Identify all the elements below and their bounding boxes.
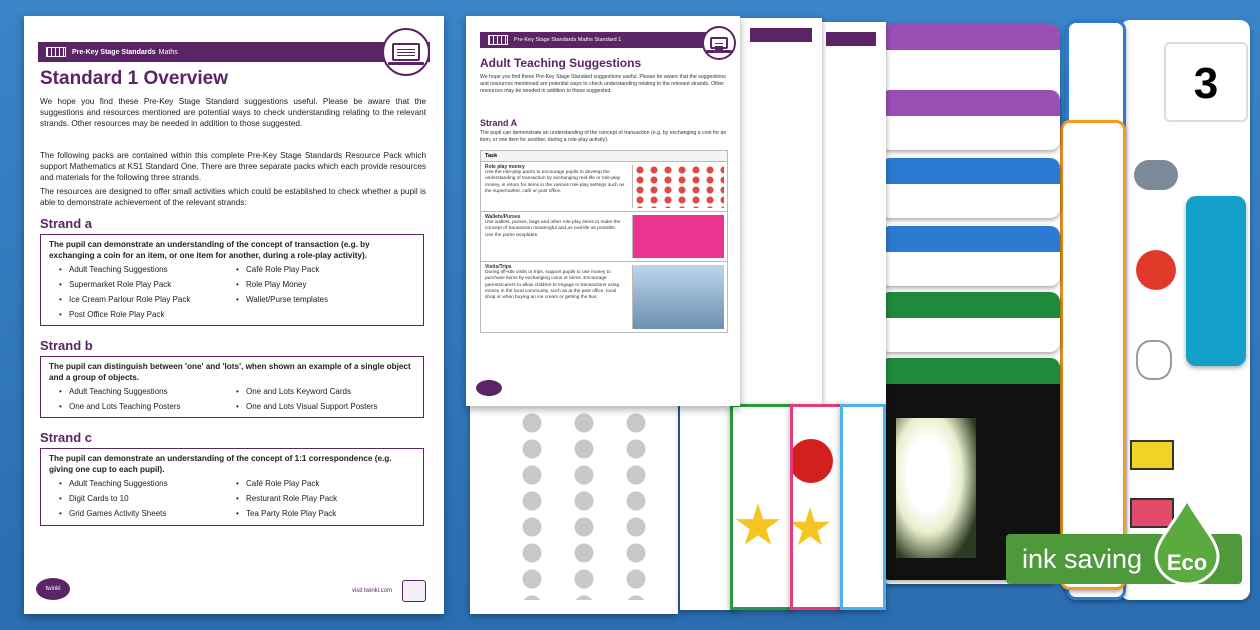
- star-icon-2: [790, 507, 831, 549]
- strand-a-box: [40, 234, 424, 326]
- card-blue-b: [880, 226, 1060, 286]
- adult-doc-strand-text: The pupil can demonstrate an understanding of the concept of transaction (e.g. by exchanging a coin for an item, or one item for another, during a role-play activity).: [480, 130, 727, 143]
- resources-paragraph: The resources are designed to offer small activities which could be established to check whether a pupil is able to demonstrate achievement of the relevant strands:: [40, 187, 426, 207]
- task-title: Role play money: [485, 164, 525, 170]
- strand-c-heading: Strand c: [40, 430, 93, 445]
- list-item: • One and Lots Keyword Cards: [246, 387, 415, 396]
- eco-drop-icon: [1152, 498, 1222, 584]
- eco-label: Eco: [1166, 550, 1208, 575]
- task-text: Use wallets, purses, bags and other role-play items to make the concept of transaction meaningful and as real-life as possible. Use the purse templates.: [485, 220, 621, 238]
- footer-url: visit twinkl.com: [351, 588, 392, 594]
- adult-doc-intro: We hope you find these Pre-Key Stage Standard suggestions useful. Please be aware that the suggestions and resources mentioned are potential ways to check understanding relating to the relevant strands. Other resources may be needed in addition to those suggested.: [480, 74, 726, 94]
- adult-teaching-doc: [466, 16, 740, 406]
- packs-paragraph: The following packs are contained within this complete Pre-Key Stage Standards Resource Pack which support Mathematics at KS1 Standard One. There are three separate packs which each provide resources and materials for the following three strands.: [40, 151, 426, 182]
- back-page-3: [816, 22, 886, 404]
- strand-b-heading: Strand b: [40, 338, 93, 353]
- ink-saving-text: ink saving: [1022, 544, 1143, 574]
- card-purple-2: [880, 90, 1060, 150]
- list-item: • Digit Cards to 10: [69, 494, 238, 503]
- laptop-icon: [382, 28, 430, 76]
- list-item: • Post Office Role Play Pack: [69, 310, 238, 319]
- adult-doc-header: [480, 32, 726, 48]
- adult-doc-header-text: Pre-Key Stage Standards Maths Standard 1: [514, 37, 622, 43]
- red-circle-icon: [790, 439, 833, 483]
- train-carriage-icon: [1130, 440, 1174, 470]
- number-card-digit: 3: [1193, 59, 1219, 108]
- coin-sheet: [470, 400, 678, 614]
- list-item: • Café Role Play Pack: [246, 479, 415, 488]
- footer-badge-icon: [402, 580, 426, 602]
- adult-doc-title: Adult Teaching Suggestions: [480, 56, 642, 70]
- list-item: • One and Lots Visual Support Posters: [246, 402, 415, 411]
- list-item: • Resturant Role Play Pack: [246, 494, 415, 503]
- poster-sheet-1: [680, 404, 736, 610]
- task-text: During off-site visits or trips, support pupils to use money to purchase items by exchanging coins or items. Encourage parents/carers to allow children to engage in transactions using money in the local community, such as at the post office, local shop or when buying an ice cream or getting the bus.: [485, 270, 620, 301]
- list-item: • Role Play Money: [246, 280, 415, 289]
- strand-a-heading: Strand a: [40, 216, 93, 231]
- list-item: • Supermarket Role Play Pack: [69, 280, 238, 289]
- twinkl-inclusion-logo: twinkl inclusion: [36, 578, 70, 600]
- strand-c-list: [49, 479, 415, 518]
- coin-grid: [506, 410, 656, 600]
- list-item: • Adult Teaching Suggestions: [69, 479, 238, 488]
- card-teal: [1186, 196, 1246, 366]
- card-blue-a: [880, 158, 1060, 218]
- adult-doc-logo: [476, 380, 502, 396]
- rabbit-icon: [1136, 340, 1172, 380]
- strand-c-box: [40, 448, 424, 526]
- list-item: • Adult Teaching Suggestions: [69, 265, 238, 274]
- list-item: • Café Role Play Pack: [246, 265, 415, 274]
- task-title: Visits/Trips: [485, 264, 512, 270]
- strand-b-statement: The pupil can distinguish between 'one' and 'lots', when shown an example of a single object and a group of objects.: [49, 362, 411, 382]
- number-card: [1164, 42, 1248, 122]
- standard-overview-doc: [24, 16, 444, 614]
- task-table: [480, 150, 728, 333]
- strand-a-statement: The pupil can demonstrate an understanding of the concept of transaction (e.g. by exchanging a coin for an item, or one item for another, during a role-play activity).: [49, 240, 370, 260]
- strand-a-list: [49, 265, 415, 319]
- list-item: • Grid Games Activity Sheets: [69, 509, 238, 518]
- card-orange: [1060, 120, 1126, 590]
- task-text: Use the role-play packs to encourage pupils to develop the understanding of transaction by exchanging real-life or role-play money, in return for items in the various role-play settings such as the supermarket, café or post office.: [485, 170, 625, 194]
- list-item: • Tea Party Role Play Pack: [246, 509, 415, 518]
- list-item: • Adult Teaching Suggestions: [69, 387, 238, 396]
- strand-b-box: [40, 356, 424, 418]
- back-page-2: [740, 18, 822, 404]
- strand-c-statement: The pupil can demonstrate an understanding of the concept of 1:1 correspondence (e.g. giving one cup to each pupil).: [49, 454, 392, 474]
- main-doc-header: [38, 42, 430, 62]
- task-title: Wallets/Purses: [485, 214, 521, 220]
- header-subject: Maths: [158, 48, 178, 56]
- adult-doc-strand-heading: Strand A: [480, 118, 518, 128]
- star-card: [730, 404, 794, 610]
- header-prefix: Pre-Key Stage Standards: [72, 48, 156, 56]
- card-green-a: [880, 292, 1060, 352]
- star-card-2: [790, 404, 844, 610]
- abacus-icon: [46, 47, 66, 57]
- sad-face-icon: [1136, 250, 1176, 290]
- bus-trip-image: [632, 265, 724, 329]
- abacus-icon: [488, 35, 508, 45]
- list-item: • One and Lots Teaching Posters: [69, 402, 238, 411]
- list-item: • Ice Cream Parlour Role Play Pack: [69, 295, 238, 304]
- star-icon: [735, 503, 781, 549]
- task-header: Task: [481, 151, 727, 162]
- purse-image: [632, 215, 724, 258]
- coins-image: [632, 165, 724, 208]
- intro-paragraph: We hope you find these Pre-Key Stage Standard suggestions useful. Please be aware that the suggestions and resources mentioned are potential ways to check understanding relating to the relevant strands. Other resources may be needed in addition to those suggested.: [40, 97, 426, 128]
- task-row: [481, 162, 727, 212]
- laptop-icon: [702, 26, 736, 60]
- list-item: • Wallet/Purse templates: [246, 295, 415, 304]
- task-row: [481, 262, 727, 332]
- task-row: [481, 212, 727, 262]
- flower-photo: [896, 418, 976, 558]
- strand-b-list: [49, 387, 415, 411]
- rain-cloud-icon: [1134, 160, 1178, 190]
- price-card: [840, 404, 886, 610]
- page-title: Standard 1 Overview: [40, 68, 228, 89]
